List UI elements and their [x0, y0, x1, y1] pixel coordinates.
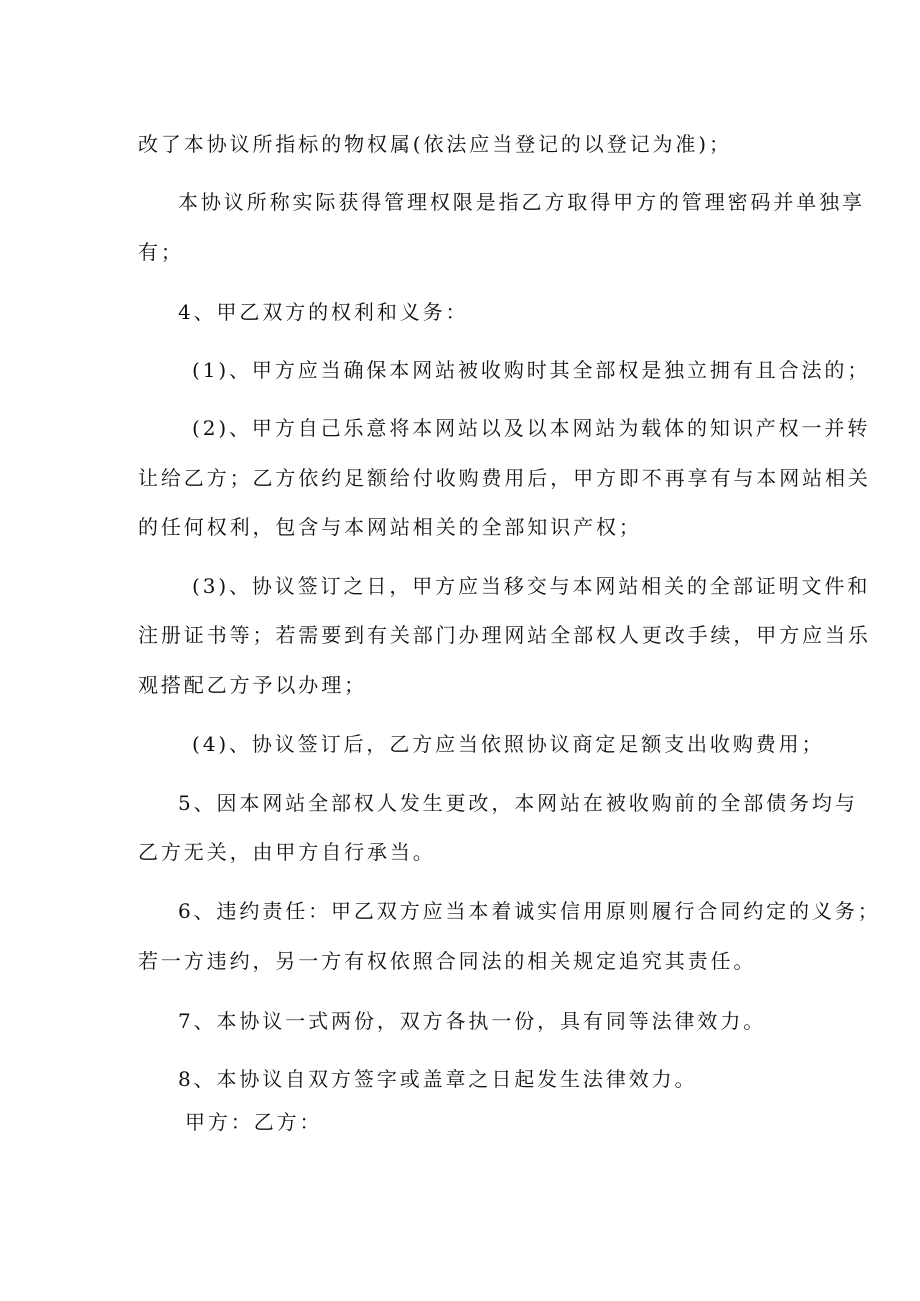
clause: 8、本协议自双方签字或盖章之日起发生法律效力。 — [178, 1067, 698, 1091]
text-line: 改了本协议所指标的物权属(依法应当登记的以登记为准)； — [138, 132, 732, 156]
clause: 7、本协议一式两份，双方各执一份，具有同等法律效力。 — [178, 1009, 767, 1033]
list-item: (1)、甲方应当确保本网站被收购时其全部权是独立拥有且合法的； — [192, 358, 871, 382]
signature-line: 甲方：乙方： — [185, 1110, 323, 1134]
text-line: 注册证书等；若需要到有关部门办理网站全部权人更改手续，甲方应当乐 — [138, 623, 871, 647]
text-line: 让给乙方；乙方依约足额给付收购费用后，甲方即不再享有与本网站相关 — [138, 466, 871, 490]
list-item: (4)、协议签订后，乙方应当依照协议商定足额支出收购费用； — [192, 732, 825, 756]
clause: 5、因本网站全部权人发生更改，本网站在被收购前的全部债务均与 — [178, 791, 858, 815]
text-line: 有； — [138, 240, 184, 264]
list-item: (2)、甲方自己乐意将本网站以及以本网站为载体的知识产权一并转 — [192, 416, 871, 440]
clause: 6、违约责任：甲乙双方应当本着诚实信用原则履行合同约定的义务； — [178, 899, 881, 923]
section-heading: 4、甲乙双方的权利和义务： — [178, 300, 469, 324]
text-line: 乙方无关，由甲方自行承当。 — [138, 840, 436, 864]
text-line: 的任何权利，包含与本网站相关的全部知识产权； — [138, 515, 642, 539]
text-line: 若一方违约，另一方有权依照合同法的相关规定追究其责任。 — [138, 949, 757, 973]
text-line: 本协议所称实际获得管理权限是指乙方取得甲方的管理密码并单独享 — [178, 190, 865, 214]
text-line: 观搭配乙方予以办理； — [138, 673, 367, 697]
list-item: (3)、协议签订之日，甲方应当移交与本网站相关的全部证明文件和 — [192, 574, 871, 598]
